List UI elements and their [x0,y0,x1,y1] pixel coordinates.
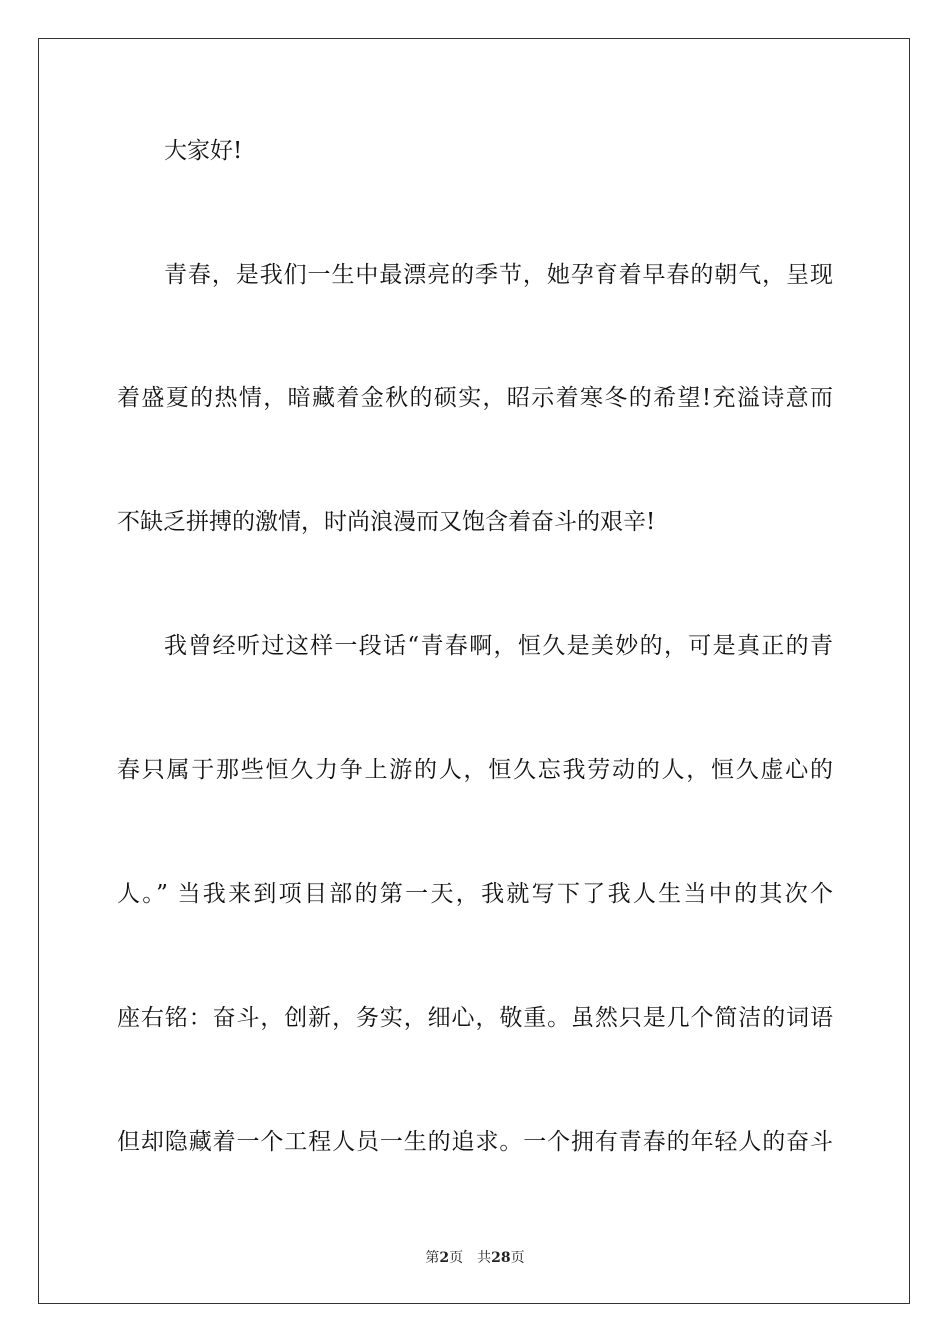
paragraph-1-line-3: 不缺乏拼搏的激情，时尚浪漫而又饱含着奋斗的艰辛! [117,509,656,535]
paragraph-1-line-2: 着盛夏的热情，暗藏着金秋的硕实，昭示着寒冬的希望!充溢诗意而 [117,385,833,411]
total-pages-number: 28 [491,1250,511,1266]
paragraph-2-line-3: 人。” 当我来到项目部的第一天，我就写下了我人生当中的其次个 [117,881,833,907]
paragraph-2-line-5: 但却隐藏着一个工程人员一生的追求。一个拥有青春的年轻人的奋斗 [117,1129,833,1155]
total-suffix: 页 [510,1250,525,1266]
paragraph-2-line-4: 座右铭：奋斗，创新，务实，细心，敬重。虽然只是几个简洁的词语 [117,1005,833,1031]
paragraph-1-line-1: 青春，是我们一生中最漂亮的季节，她孕育着早春的朝气，呈现 [164,262,833,288]
page-suffix: 页 [449,1250,464,1266]
paragraph-2-line-1: 我曾经听过这样一段话“青春啊，恒久是美妙的，可是真正的青 [164,633,833,659]
page-border [38,38,910,1304]
total-prefix: 共 [477,1250,492,1266]
current-page-number: 2 [439,1250,450,1266]
page-footer [0,1247,950,1267]
page-prefix: 第 [425,1250,440,1266]
paragraph-2-line-2: 春只属于那些恒久力争上游的人，恒久忘我劳动的人，恒久虚心的 [117,757,833,783]
greeting-line: 大家好! [164,138,243,164]
